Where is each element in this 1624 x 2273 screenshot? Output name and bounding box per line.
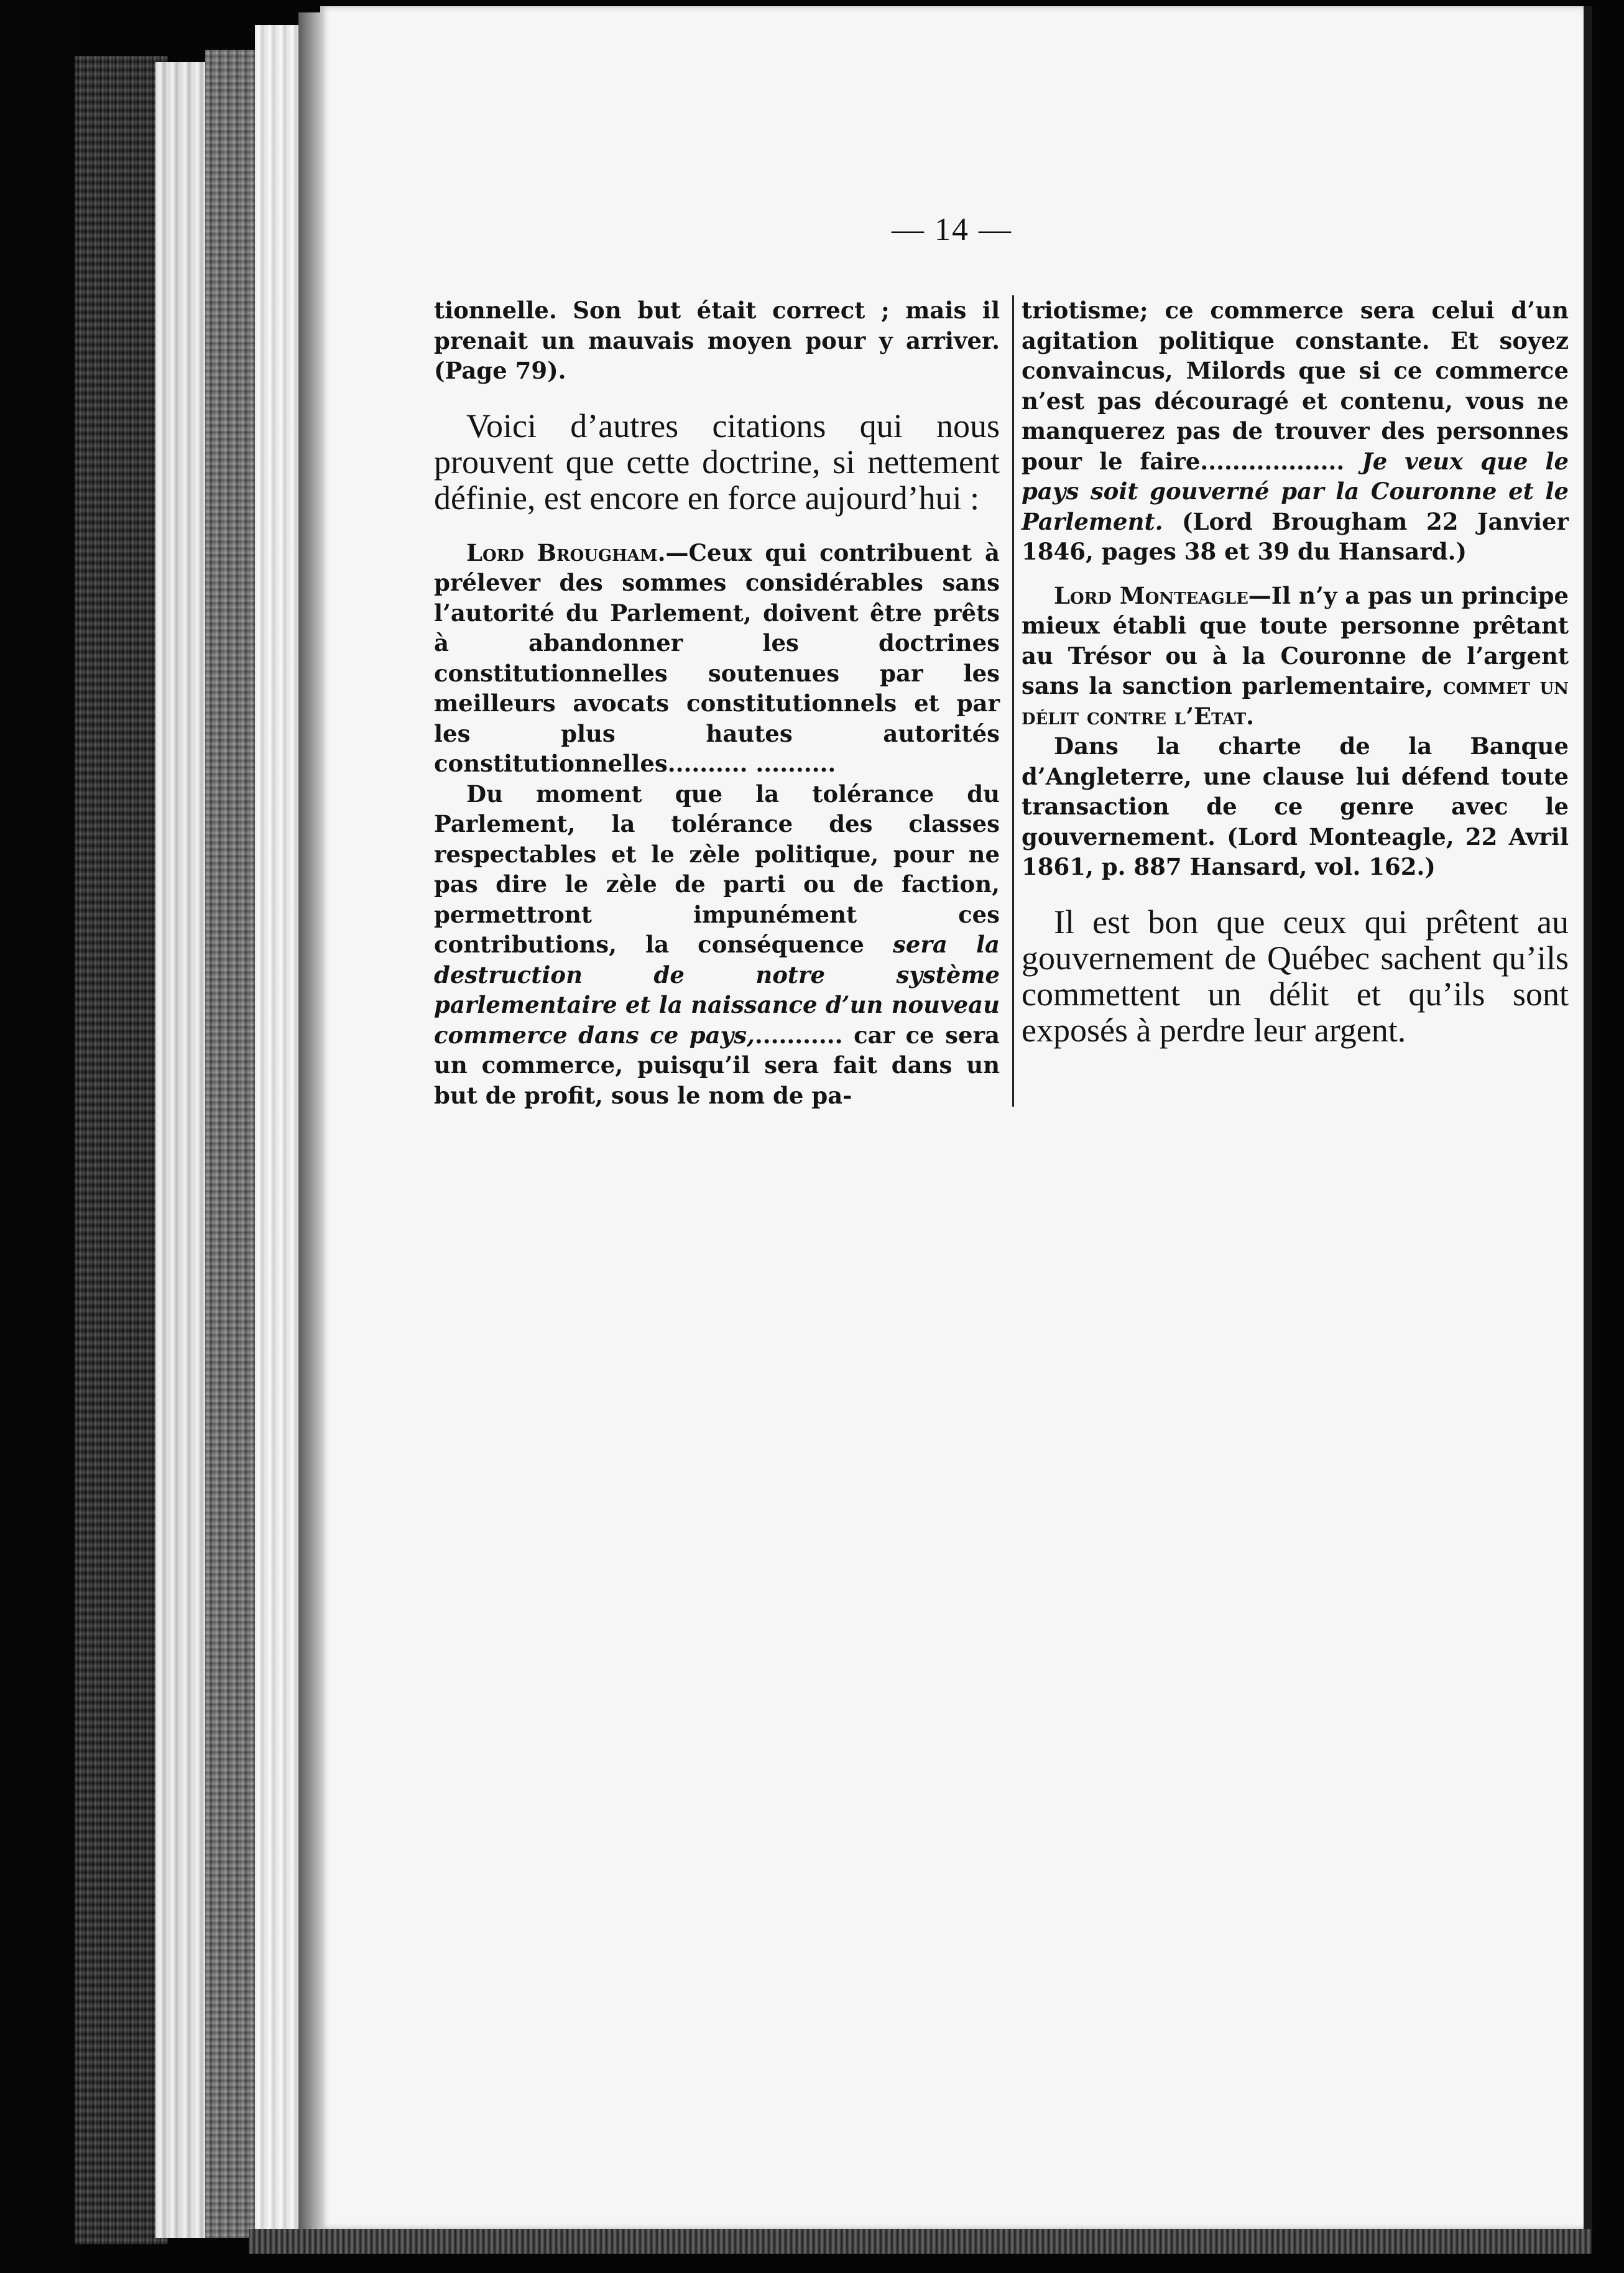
italic-segment: Je veux que le pays soit gouverné par la Couronne et le Parlement. — [1022, 447, 1569, 535]
text-segment: Du moment que la tolérance du Parlement, la tolérance des classes respectables et le zèle politique, pour ne pas dire le zèle de parti ou de faction, permettront impunément ces contributions, la conséquence — [434, 780, 1000, 958]
paragraph-brougham-quote — [434, 538, 1000, 779]
paragraph-banque: Dans la charte de la Banque d’Angleterre, une clause lui défend toute transaction de ce genre avec le gouvernement. (Lord Monteagle, 22 Avril 1861, p. 887 Hansard, vol. 162.) — [1022, 732, 1569, 880]
speaker-name: Lord Monteagle — [1054, 581, 1248, 609]
left-column — [434, 295, 1000, 1110]
paragraph-conclusion: Il est bon que ceux qui prêtent au gouvernement de Québec sachent qu’ils commettent un délit et qu’ils sont exposés à perdre leur argent. — [1022, 903, 1569, 1049]
paragraph-continuation: tionnelle. Son but était correct ; mais il prenait un mauvais moyen pour y arriver. (Page 79). — [434, 297, 1000, 384]
page-edges-light-inner — [255, 25, 298, 2238]
right-column — [1022, 295, 1569, 1048]
column-divider — [1012, 295, 1014, 1107]
page-number-text: — 14 — — [892, 212, 1012, 247]
paragraph-tolerance — [434, 779, 1000, 1111]
paragraph-citations-intro: Voici d’autres citations qui nous prouvent que cette doctrine, si nettement définie, est encore en force aujourd’hui : — [434, 407, 1000, 517]
book-bottom-edge — [249, 2229, 1592, 2254]
citation: (Lord Brougham 22 Janvier 1846, pages 38 et 39 du Hansard.) — [1022, 507, 1569, 565]
page-edges-dark — [205, 50, 255, 2238]
book-spine-texture — [75, 56, 168, 2244]
italic-segment: sera la destruction de notre système parlementaire et la naissance d’un nouveau commerce dans ce pays, — [434, 931, 1000, 1049]
quote-text: .—Ceux qui contribuent à prélever des sommes considérables sans l’autorité du Parlement, doivent être prêts à abandonner les doctrines constitutionnelles soutenues par les meilleurs avocats constitutionnels et par les plus hautes autorités constitutionnelles.......... .......... — [434, 538, 1000, 777]
paragraph-patriotisme — [1022, 295, 1569, 567]
speaker-name: Lord Brougham — [466, 538, 658, 566]
book-cover-edge — [0, 0, 75, 2273]
paragraph-monteagle-quote — [1022, 581, 1569, 732]
caps-segment: commet un délit contre l’Etat. — [1022, 672, 1569, 730]
gutter-shadow — [298, 12, 323, 2244]
text-segment: triotisme; ce commerce sera celui d’un agitation politique constante. Et soyez convaincus, Milords que si ce commerce n’est pas découragé et contenu, vous ne manquerez pas de trouver des personnes pour le faire.................. — [1022, 297, 1569, 475]
text-segment: ........... car ce sera un commerce, puisqu’il sera fait dans un but de profit, sous le nom de pa- — [434, 1021, 1000, 1109]
page-number — [320, 211, 1584, 248]
page-edges-light — [155, 62, 205, 2238]
quote-text: —Il n’y a pas un principe mieux établi que toute personne prêtant au Trésor ou à la Couronne de l’argent sans la sanction parlementaire, — [1022, 581, 1569, 699]
document-page — [320, 6, 1592, 2229]
